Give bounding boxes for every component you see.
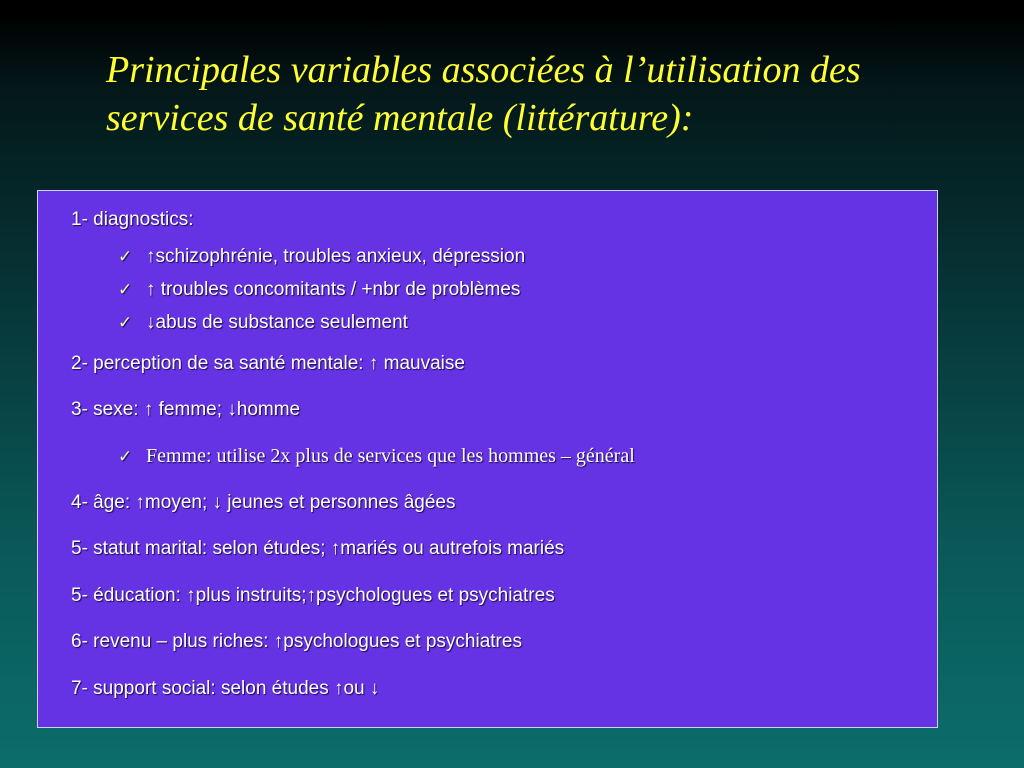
item-support-social: 7- support social: selon études ↑ou ↓ [71, 678, 380, 699]
sub-item-troubles-concomitants [118, 278, 520, 302]
checkmark-icon: ✓ [118, 313, 133, 333]
sub-item-text: Femme: utilise 2x plus de services que les hommes – général [146, 445, 635, 467]
item-statut-marital: 5- statut marital: selon études; ↑mariés ou autrefois mariés [71, 538, 565, 559]
item-revenu: 6- revenu – plus riches: ↑psychologues et psychiatres [71, 631, 522, 652]
sub-item-text: ↑schizophrénie, troubles anxieux, dépression [146, 246, 526, 267]
slide-title [106, 46, 986, 142]
checkmark-icon: ✓ [118, 280, 133, 300]
item-education: 5- éducation: ↑plus instruits;↑psychologues et psychiatres [71, 585, 555, 606]
item-sexe: 3- sexe: ↑ femme; ↓homme [71, 399, 301, 420]
item-age: 4- âge: ↑moyen; ↓ jeunes et personnes âgées [71, 492, 456, 513]
item-perception: 2- perception de sa santé mentale: ↑ mauvaise [71, 353, 465, 374]
sub-item-abus-substance [118, 311, 408, 335]
sub-item-text: ↑ troubles concomitants / +nbr de problèmes [146, 279, 521, 300]
sub-item-text: ↓abus de substance seulement [146, 312, 408, 333]
item-diagnostics: 1- diagnostics: [71, 209, 194, 230]
content-box [37, 190, 938, 728]
checkmark-icon: ✓ [118, 247, 133, 267]
title-line-2: services de santé mentale (littérature): [106, 97, 694, 139]
sub-item-schizophrenie [118, 245, 525, 269]
title-line-1: Principales variables associées à l’utilisation des [106, 49, 861, 91]
sub-item-femme [118, 444, 635, 469]
checkmark-icon: ✓ [118, 447, 133, 467]
